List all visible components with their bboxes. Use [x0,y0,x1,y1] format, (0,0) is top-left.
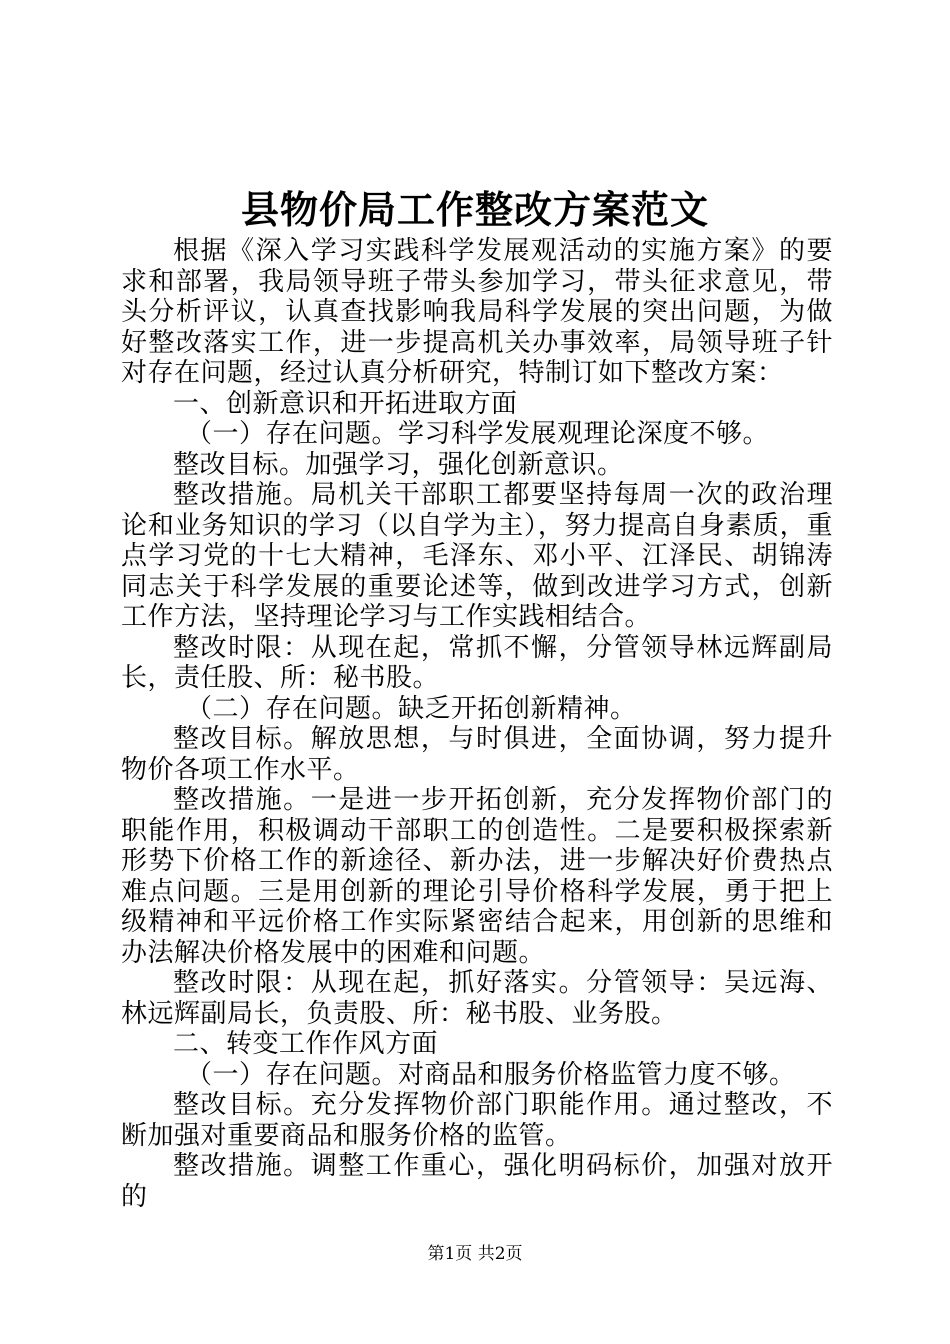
paragraph-measures-1-1: 整改措施。局机关干部职工都要坚持每周一次的政治理论和业务知识的学习（以自学为主），努力提高自身素质，重点学习党的十七大精神，毛泽东、邓小平、江泽民、胡锦涛同志关于科学发展的重要论述等，做到改进学习方式，创新工作方法，坚持理论学习与工作实践相结合。 [121,480,833,632]
paragraph-measures-1-2: 整改措施。一是进一步开拓创新，充分发挥物价部门的职能作用，积极调动干部职工的创造性。二是要积极探索新形势下价格工作的新途径、新办法，进一步解决好价费热点难点问题。三是用创新的理论引导价格科学发展，勇于把上级精神和平远价格工作实际紧密结合起来，用创新的思维和办法解决价格发展中的困难和问题。 [121,785,833,968]
paragraph-measures-2-1: 整改措施。调整工作重心，强化明码标价，加强对放开的 [121,1151,833,1212]
section-heading-2: 二、转变工作作风方面 [173,1029,439,1059]
document-body [121,236,833,1212]
paragraph-target-1-1: 整改目标。加强学习，强化创新意识。 [173,449,624,480]
paragraph-deadline-1-1: 整改时限：从现在起，常抓不懈，分管领导林远辉副局长，责任股、所：秘书股。 [121,632,833,693]
paragraph-target-1-2: 整改目标。解放思想，与时俱进，全面协调，努力提升物价各项工作水平。 [121,724,833,785]
subsection-problem-1-1: （一）存在问题。学习科学发展观理论深度不够。 [186,419,770,449]
document-title: 县物价局工作整改方案范文 [240,187,709,232]
page-footer: 第1页 共2页 [427,1244,523,1264]
paragraph-deadline-1-2: 整改时限：从现在起，抓好落实。分管领导：吴远海、林远辉副局长，负责股、所：秘书股、业务股。 [121,968,833,1029]
subsection-problem-2-1: （一）存在问题。对商品和服务价格监管力度不够。 [186,1059,796,1090]
paragraph-intro: 根据《深入学习实践科学发展观活动的实施方案》的要求和部署，我局领导班子带头参加学习，带头征求意见，带头分析评议，认真查找影响我局科学发展的突出问题，为做好整改落实工作，进一步提高机关办事效率，局领导班子针对存在问题，经过认真分析研究，特制订如下整改方案： [121,236,833,388]
paragraph-target-2-1: 整改目标。充分发挥物价部门职能作用。通过整改，不断加强对重要商品和服务价格的监管。 [121,1090,833,1151]
subsection-problem-1-2: （二）存在问题。缺乏开拓创新精神。 [186,693,637,724]
section-heading-1: 一、创新意识和开拓进取方面 [173,388,518,419]
